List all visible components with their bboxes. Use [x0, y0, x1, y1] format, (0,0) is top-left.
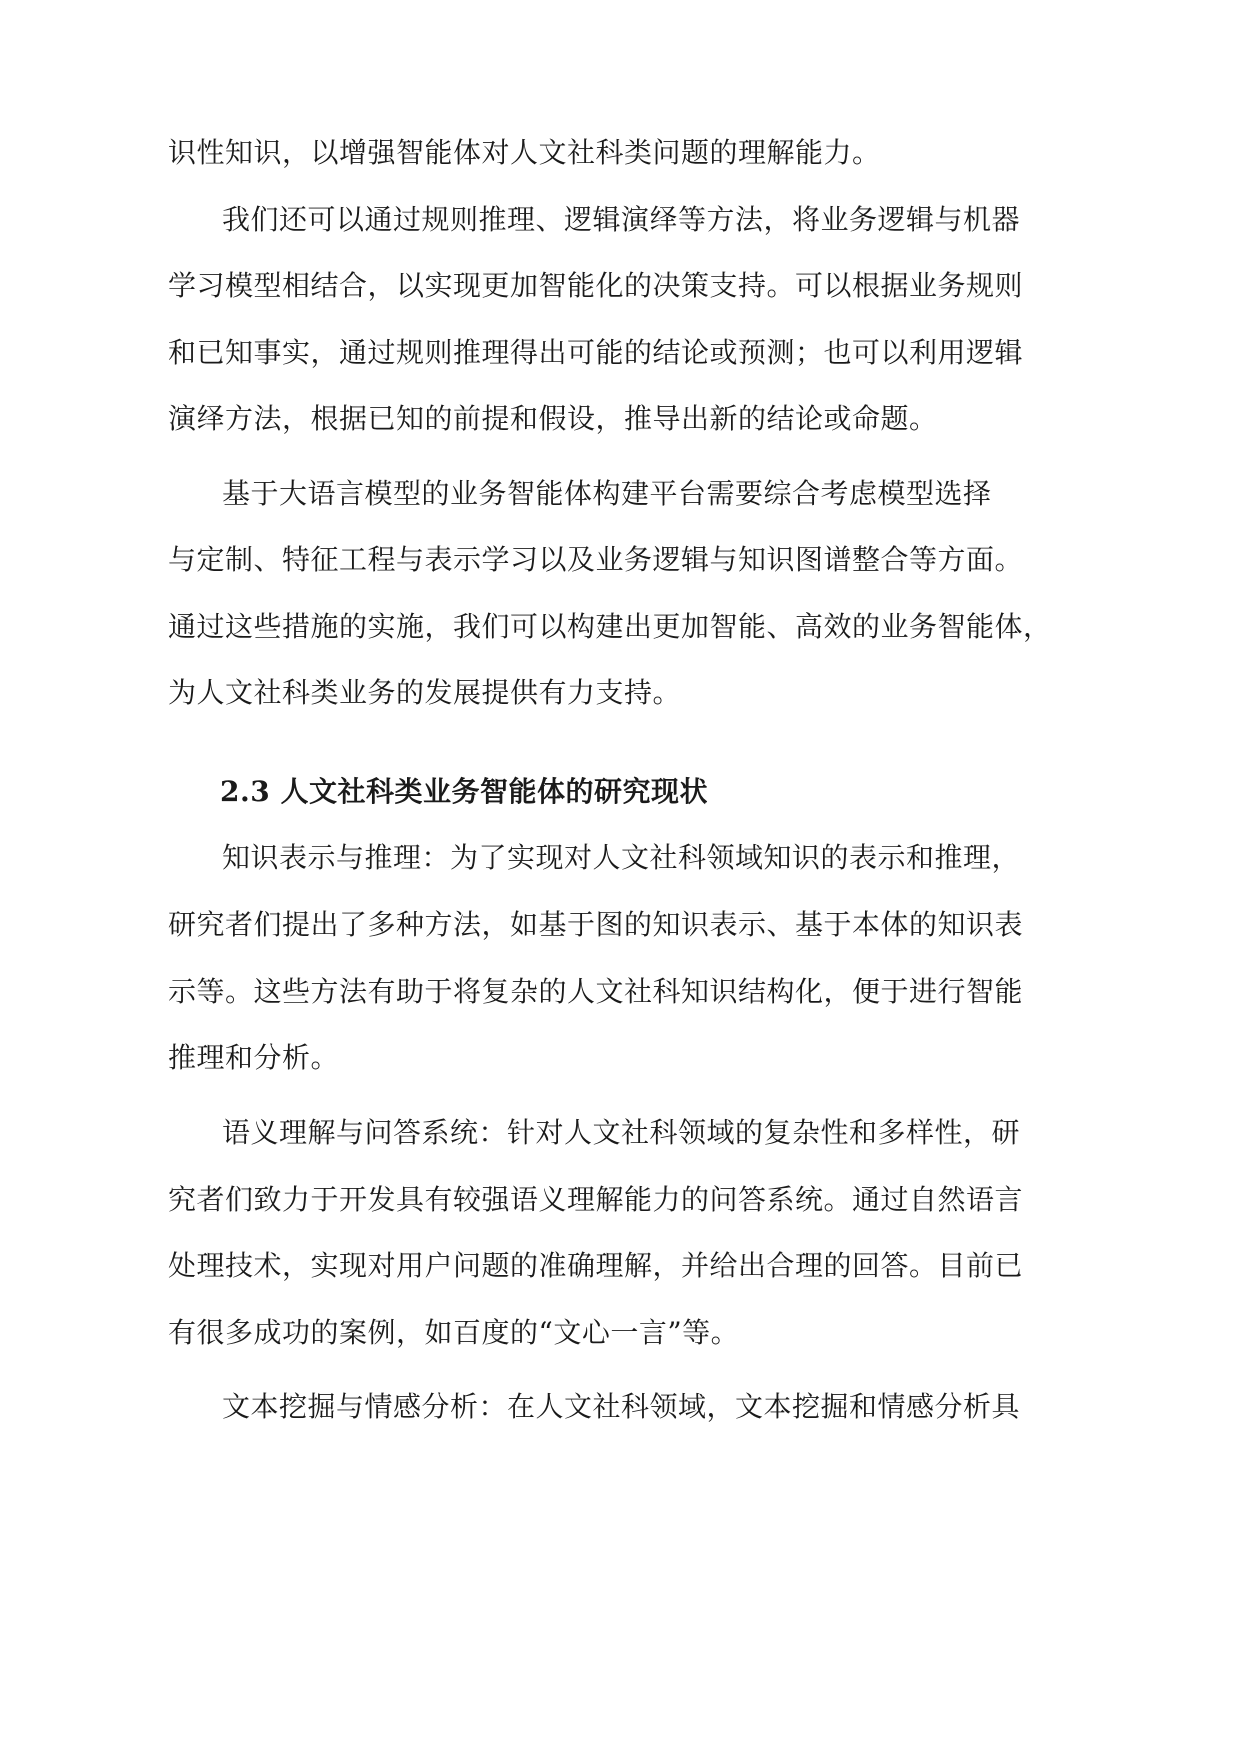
paragraph-line: 知识表示与推理：为了实现对人文社科领域知识的表示和推理，	[222, 841, 1021, 874]
paragraph-line: 与定制、特征工程与表示学习以及业务逻辑与知识图谱整合等方面。	[168, 543, 1024, 576]
paragraph-line: 通过这些措施的实施，我们可以构建出更加智能、高效的业务智能体，	[168, 610, 1052, 643]
paragraph-line: 和已知事实，通过规则推理得出可能的结论或预测；也可以利用逻辑	[168, 336, 1024, 369]
paragraph-line: 识性知识，以增强智能体对人文社科类问题的理解能力。	[168, 136, 881, 169]
paragraph-line: 演绎方法，根据已知的前提和假设，推导出新的结论或命题。	[168, 402, 938, 435]
paragraph-line: 文本挖掘与情感分析：在人文社科领域，文本挖掘和情感分析具	[222, 1390, 1021, 1423]
paragraph-line: 研究者们提出了多种方法，如基于图的知识表示、基于本体的知识表	[168, 908, 1024, 941]
paragraph-line: 我们还可以通过规则推理、逻辑演绎等方法，将业务逻辑与机器	[222, 203, 1021, 236]
paragraph-line: 学习模型相结合，以实现更加智能化的决策支持。可以根据业务规则	[168, 269, 1024, 302]
paragraph-line: 示等。这些方法有助于将复杂的人文社科知识结构化，便于进行智能	[168, 975, 1024, 1008]
paragraph-line: 究者们致力于开发具有较强语义理解能力的问答系统。通过自然语言	[168, 1183, 1024, 1216]
section-heading: 2.3 人文社科类业务智能体的研究现状	[220, 775, 708, 808]
paragraph-line: 有很多成功的案例，如百度的“文心一言”等。	[168, 1316, 740, 1349]
paragraph-line: 基于大语言模型的业务智能体构建平台需要综合考虑模型选择	[222, 477, 992, 510]
paragraph-line: 处理技术，实现对用户问题的准确理解，并给出合理的回答。目前已	[168, 1249, 1024, 1282]
paragraph-line: 为人文社科类业务的发展提供有力支持。	[168, 676, 682, 709]
paragraph-line: 语义理解与问答系统：针对人文社科领域的复杂性和多样性，研	[222, 1116, 1021, 1149]
paragraph-line: 推理和分析。	[168, 1041, 340, 1074]
